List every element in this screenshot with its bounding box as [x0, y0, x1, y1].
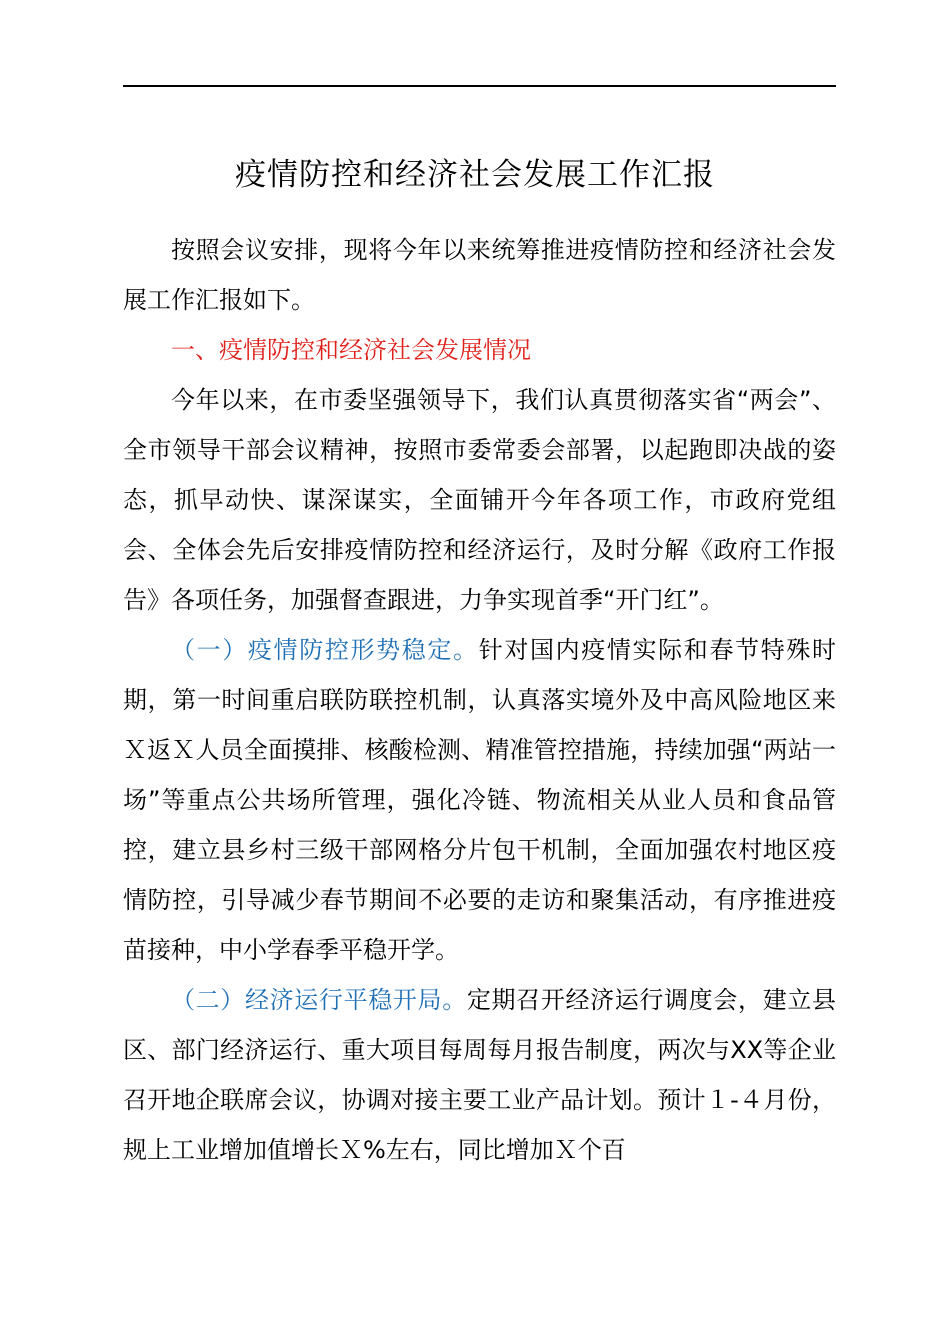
sub1-heading: （一）疫情防控形势稳定。 [171, 636, 479, 664]
sub1-paragraph [123, 625, 836, 975]
document-body [123, 225, 836, 1175]
sub2-paragraph [123, 975, 836, 1175]
section1-heading: 一、疫情防控和经济社会发展情况 [171, 336, 531, 364]
header-rule [123, 85, 836, 87]
page-title: 疫情防控和经济社会发展工作汇报 [235, 157, 715, 193]
section1-paragraph: 今年以来，在市委坚强领导下，我们认真贯彻落实省“两会”、全市领导干部会议精神，按照市委常委会部署，以起跑即决战的姿态，抓早动快、谋深谋实，全面铺开今年各项工作，市政府党组会、全体会先后安排疫情防控和经济运行，及时分解《政府工作报告》各项任务，加强督查跟进，力争实现首季“开门红”。 [123, 386, 836, 614]
sub1-text: 针对国内疫情实际和春节特殊时期，第一时间重启联防联控机制，认真落实境外及中高风险地区来Ｘ返Ｘ人员全面摸排、核酸检测、精准管控措施，持续加强“两站一场”等重点公共场所管理，强化冷链、物流相关从业人员和食品管控，建立县乡村三级干部网格分片包干机制，全面加强农村地区疫情防控，引导减少春节期间不必要的走访和聚集活动，有序推进疫苗接种，中小学春季平稳开学。 [123, 636, 837, 964]
intro-paragraph: 按照会议安排，现将今年以来统筹推进疫情防控和经济社会发展工作汇报如下。 [123, 236, 836, 314]
sub2-text: 定期召开经济运行调度会，建立县区、部门经济运行、重大项目每周每月报告制度，两次与XX等企业召开地企联席会议，协调对接主要工业产品计划。预计１-４月份，规上工业增加值增长Ｘ%左右，同比增加Ｘ个百 [123, 986, 837, 1164]
sub2-heading: （二）经济运行平稳开局。 [171, 986, 467, 1014]
